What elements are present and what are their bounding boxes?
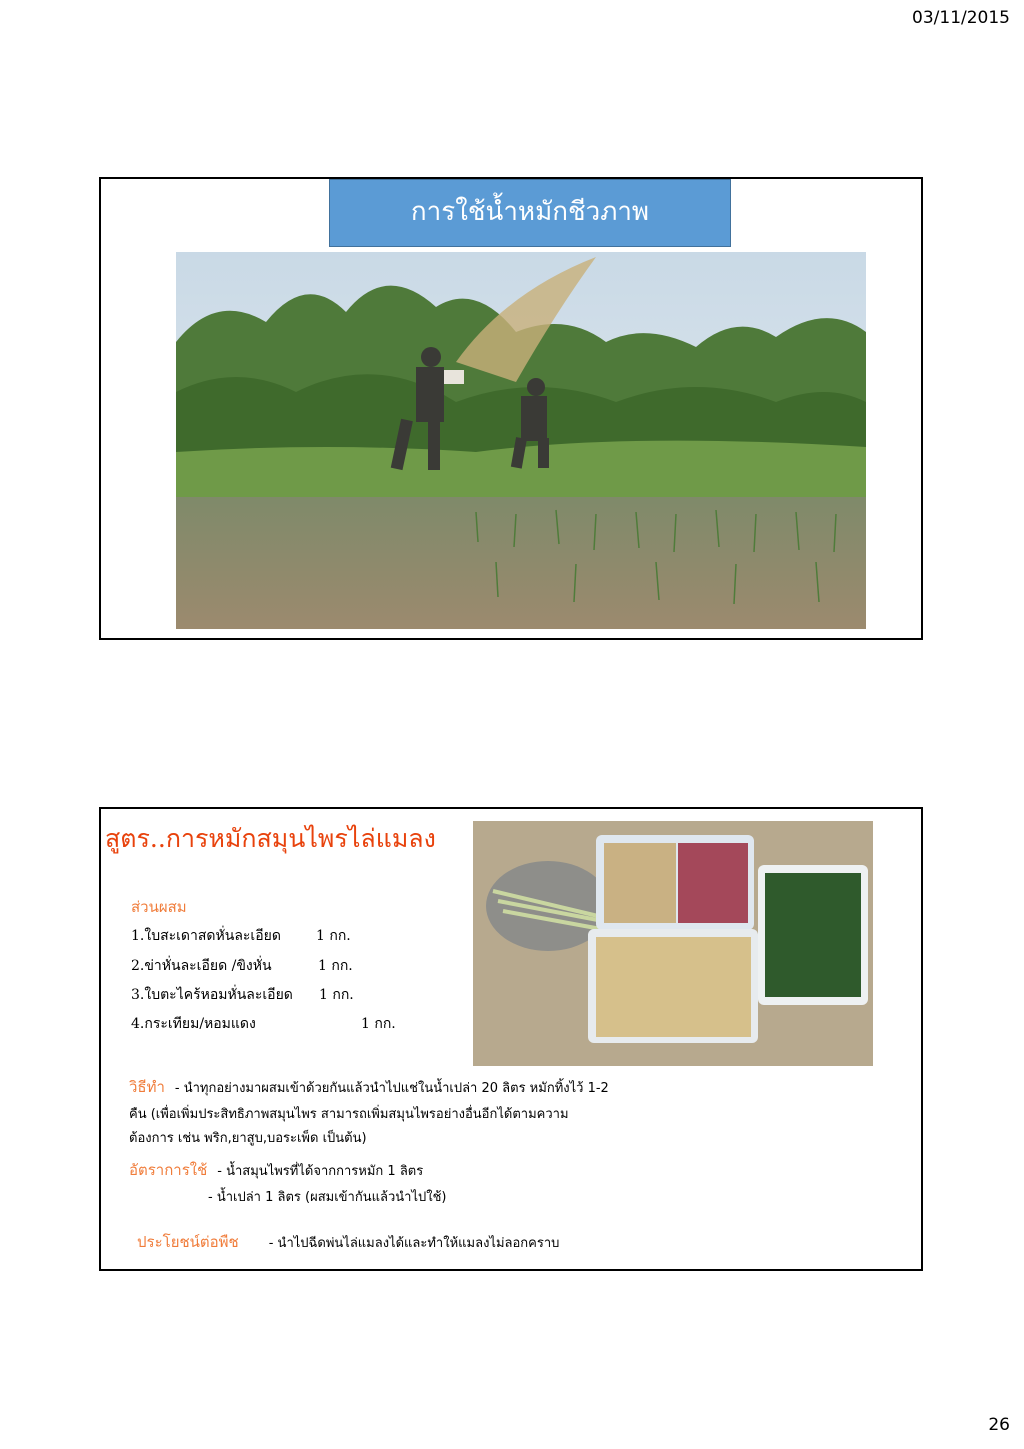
- method-line: [129, 1075, 609, 1099]
- page-number: 26: [988, 1415, 1010, 1435]
- ingredient-amount: 1 กก.: [361, 1016, 396, 1032]
- photo-illustration: [473, 821, 873, 1066]
- ingredient-name: 2.ข่าหั่นละเอียด /ขิงหั่น: [131, 958, 272, 974]
- benefit-label: ประโยชน์ต่อพืช: [137, 1233, 239, 1251]
- method-label: วิธีทำ: [129, 1078, 165, 1096]
- ingredient-amount: 1 กก.: [316, 928, 351, 944]
- print-date: 03/11/2015: [912, 8, 1010, 28]
- ingredient-item: [131, 984, 354, 1006]
- slide-compost-usage: [99, 177, 923, 640]
- ingredient-name: 4.กระเทียม/หอมแดง: [131, 1016, 256, 1032]
- slide-title: สูตร..การหมักสมุนไพรไล่แมลง: [105, 824, 436, 853]
- photo-illustration: [176, 252, 866, 629]
- rate-label: อัตราการใช้: [129, 1161, 208, 1179]
- ingredient-item: [131, 955, 353, 977]
- method-text: - นำทุกอย่างมาผสมเข้าด้วยกันแล้วนำไปแช่ในน้ำเปล่า 20 ลิตร หมักทิ้งไว้ 1-2: [174, 1081, 609, 1096]
- ingredient-item: [131, 925, 351, 947]
- slide-title: การใช้น้ำหมักชีวภาพ: [329, 179, 731, 247]
- rate-line: [129, 1158, 423, 1182]
- ingredient-name: 1.ใบสะเดาสดหั่นละเอียด: [131, 928, 281, 944]
- method-line: ต้องการ เช่น พริก,ยาสูบ,บอระเพ็ด เป็นต้น): [129, 1131, 367, 1146]
- method-line: คืน (เพื่อเพิ่มประสิทธิภาพสมุนไพร สามารถเพิ่มสมุนไพรอย่างอื่นอีกได้ตามความ: [129, 1107, 569, 1122]
- rate-line: - น้ำเปล่า 1 ลิตร (ผสมเข้ากันแล้วนำไปใช้): [208, 1190, 447, 1205]
- slide-herbal-recipe: [99, 807, 923, 1271]
- farmers-spreading-compost-photo: [176, 252, 866, 629]
- ingredients-heading: ส่วนผสม: [131, 898, 187, 916]
- benefit-text: - นำไปฉีดพ่นไล่แมลงได้และทำให้แมลงไม่ลอกคราบ: [268, 1236, 560, 1251]
- herb-ingredients-photo: [473, 821, 873, 1066]
- ingredient-amount: 1 กก.: [319, 987, 354, 1003]
- ingredient-item: [131, 1013, 396, 1035]
- benefit-line: [137, 1230, 559, 1254]
- ingredient-name: 3.ใบตะไคร้หอมหั่นละเอียด: [131, 987, 293, 1003]
- rate-text: - น้ำสมุนไพรที่ได้จากการหมัก 1 ลิตร: [217, 1164, 424, 1179]
- ingredient-amount: 1 กก.: [318, 958, 353, 974]
